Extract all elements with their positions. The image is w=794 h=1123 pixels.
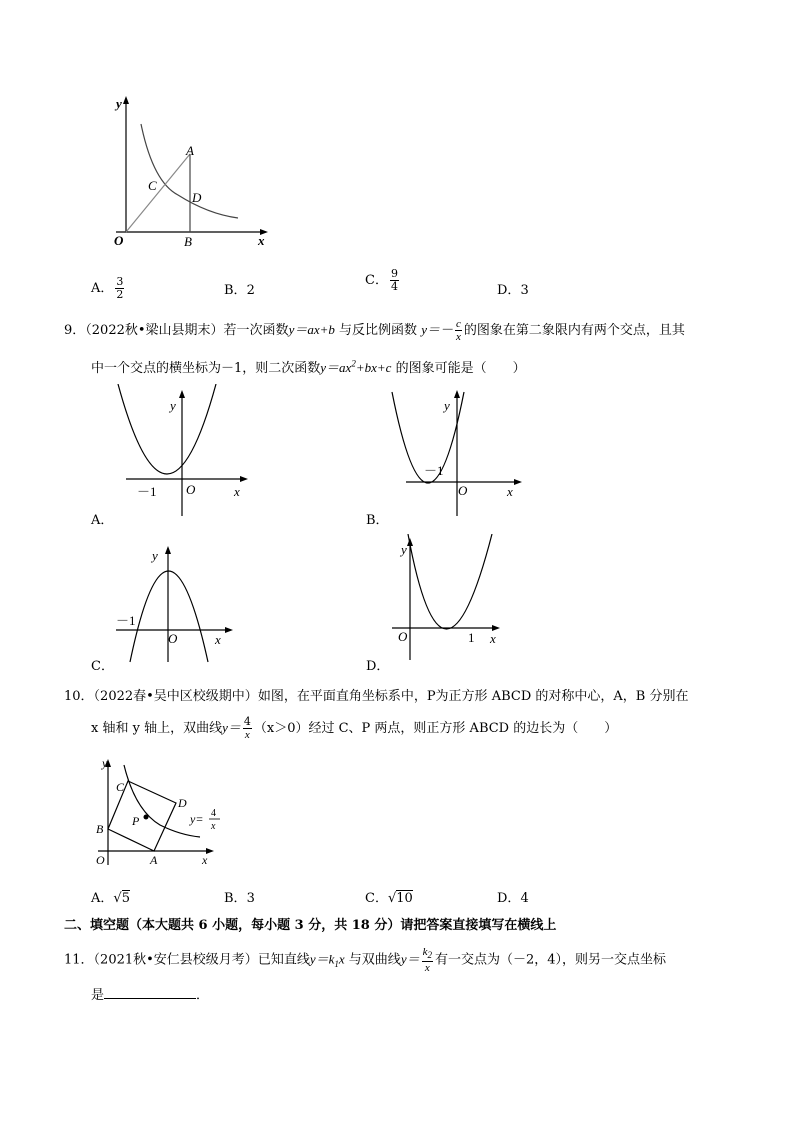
q8-figure bbox=[108, 92, 278, 252]
svg-text:x: x bbox=[507, 484, 513, 499]
svg-text:P: P bbox=[132, 814, 140, 828]
svg-text:y: y bbox=[401, 542, 407, 557]
q8-option-d[interactable]: D．3 bbox=[497, 283, 529, 298]
q8-option-b[interactable]: B．2 bbox=[224, 283, 255, 298]
q8-option-a[interactable]: A． $\frac{3}{2}$ bbox=[91, 275, 124, 301]
q10-line2: x 轴和 y 轴上，双曲线y＝ $\frac{4}{x}$ （x＞0）经过 C、P 两点，则正方形 ABCD 的边长为（ ） bbox=[91, 715, 618, 741]
svg-text:C: C bbox=[148, 178, 157, 193]
q10-option-d[interactable]: D．4 bbox=[497, 891, 529, 906]
svg-text:O: O bbox=[186, 482, 196, 497]
svg-text:O: O bbox=[168, 631, 178, 646]
svg-text:x: x bbox=[211, 821, 216, 832]
q9-option-c[interactable]: C． bbox=[91, 659, 114, 674]
q11-answer-blank[interactable] bbox=[104, 986, 196, 999]
svg-text:O: O bbox=[458, 483, 468, 498]
q9-option-a[interactable]: A． bbox=[91, 513, 114, 528]
q9-line2: 中一个交点的横坐标为－1，则二次函数$y=ax^2+bx+c$ 的图象可能是（ ） bbox=[91, 358, 526, 376]
q11-line2: 是 ． bbox=[91, 988, 210, 1003]
q10-option-a[interactable]: A．√5 bbox=[91, 891, 130, 906]
svg-text:B: B bbox=[96, 822, 104, 836]
svg-text:y: y bbox=[102, 756, 108, 770]
svg-text:C: C bbox=[116, 780, 125, 794]
svg-text:x: x bbox=[234, 484, 240, 499]
q9-graph-d bbox=[388, 534, 513, 664]
svg-text:－1: －1 bbox=[137, 484, 157, 499]
svg-text:－1: －1 bbox=[116, 613, 136, 628]
svg-text:x: x bbox=[215, 632, 221, 647]
svg-text:D: D bbox=[178, 796, 187, 810]
svg-text:x: x bbox=[258, 233, 265, 248]
q9-line1: 9．（2022秋•梁山县期末）若一次函数y＝ax+b 与反比例函数 y＝－ $\frac{c}{x}$ 的图象在第二象限内有两个交点，且其 bbox=[64, 318, 685, 343]
q10-figure bbox=[90, 755, 230, 870]
svg-text:O: O bbox=[114, 233, 124, 248]
svg-text:y=: y= bbox=[190, 812, 204, 826]
svg-text:－1: －1 bbox=[424, 463, 444, 478]
q11-line1: 11．（2021秋•安仁县校级月考）已知直线$y=k_1x$ 与双曲线y＝ $\frac{k_2}{x}$ 有一交点为（－2，4），则另一交点坐标 bbox=[64, 946, 667, 975]
svg-text:O: O bbox=[398, 629, 408, 644]
q9-graph-c bbox=[112, 540, 242, 665]
svg-text:y: y bbox=[170, 398, 176, 413]
q9-graph-b bbox=[388, 384, 533, 520]
q10-option-c[interactable]: C．√10 bbox=[365, 891, 413, 906]
q9-option-b[interactable]: B． bbox=[366, 513, 389, 528]
svg-text:A: A bbox=[150, 853, 158, 867]
svg-text:O: O bbox=[96, 853, 105, 867]
svg-text:y: y bbox=[444, 398, 450, 413]
svg-text:D: D bbox=[192, 190, 202, 205]
svg-text:A: A bbox=[186, 143, 194, 158]
svg-text:4: 4 bbox=[211, 808, 216, 819]
q10-line1: 10．（2022春•吴中区校级期中）如图，在平面直角坐标系中，P为正方形 ABCD 的对称中心，A，B 分别在 bbox=[64, 689, 689, 704]
q9-option-d[interactable]: D． bbox=[366, 659, 390, 674]
svg-text:x: x bbox=[202, 853, 208, 867]
q8-y-label: y bbox=[116, 96, 122, 111]
q8-option-c[interactable]: C． $\frac{9}{4}$ bbox=[365, 267, 398, 293]
svg-text:1: 1 bbox=[468, 630, 475, 645]
section-heading: 二、填空题（本大题共 6 小题，每小题 3 分，共 18 分）请把答案直接填写在横线上 bbox=[64, 918, 557, 933]
svg-text:B: B bbox=[184, 234, 192, 249]
svg-text:x: x bbox=[490, 631, 496, 646]
q10-option-b[interactable]: B．3 bbox=[224, 891, 255, 906]
svg-text:y: y bbox=[152, 548, 158, 563]
q9-graph-a bbox=[112, 384, 257, 520]
